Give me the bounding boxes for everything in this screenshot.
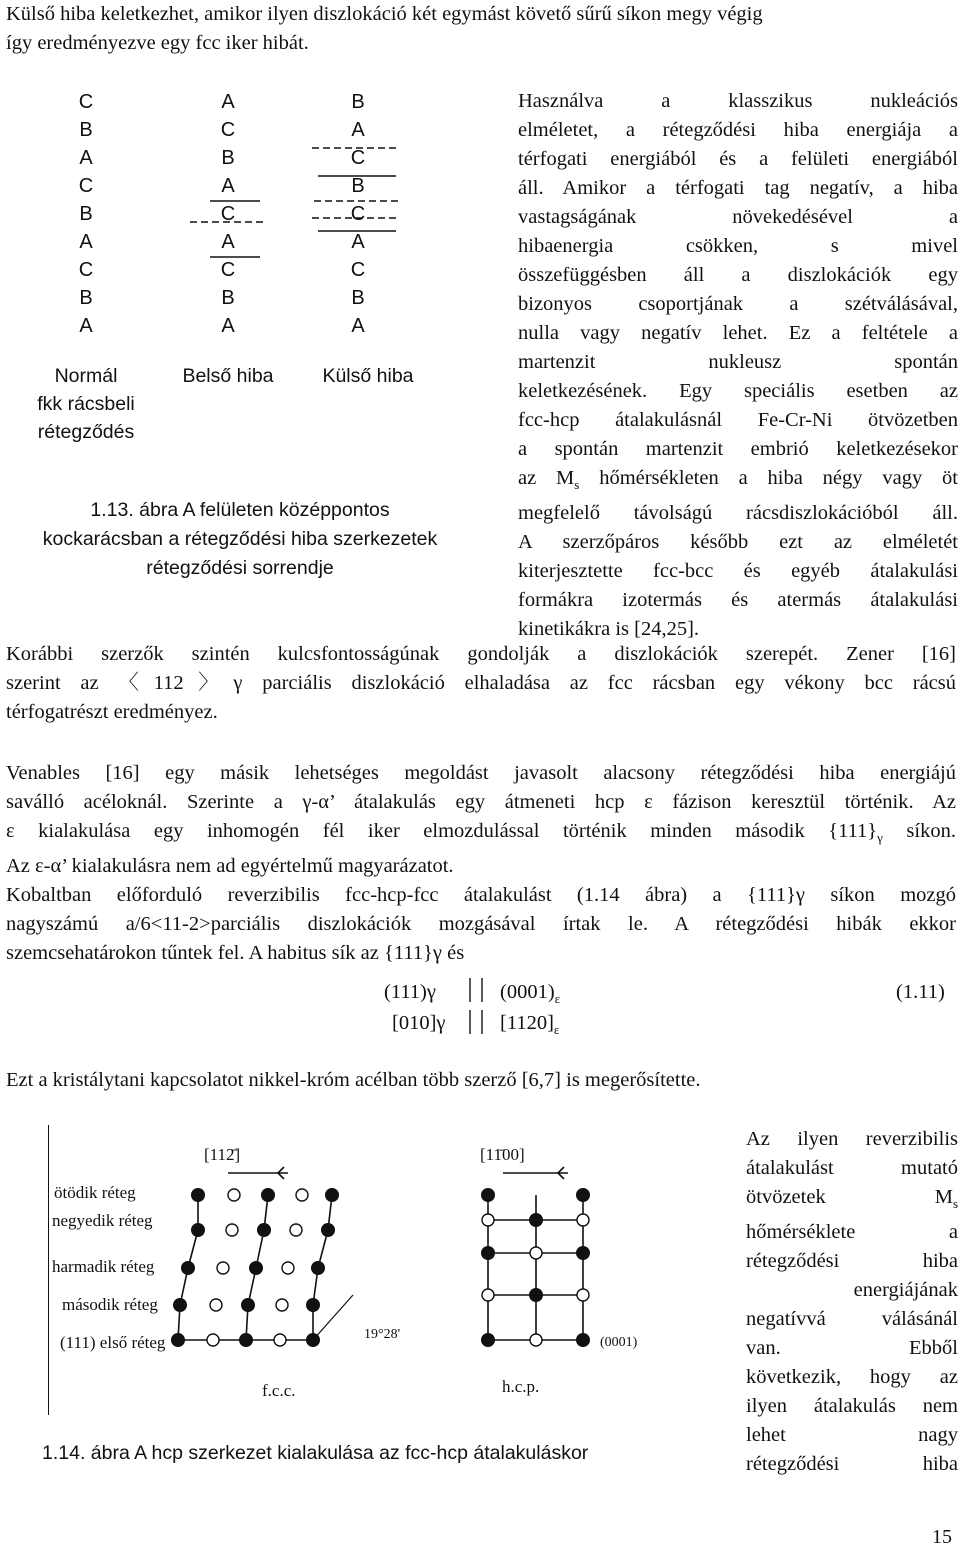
text-line: szemcsehatárokon tűntek fel. A habitus sík az {111}γ és	[6, 942, 465, 964]
label-normal-line: fkk rácsbeli	[37, 393, 135, 415]
text-line: A szerzőpáros később ezt az elméletét	[518, 531, 958, 554]
ms-rest: hőmérsékleten a hiba négy vagy öt	[579, 467, 958, 489]
text-line: lehet nagy	[746, 1424, 958, 1447]
layer-label: negyedik réteg	[52, 1211, 153, 1230]
right-paragraph	[518, 87, 958, 644]
layer-letter: C	[78, 175, 94, 197]
gamma-subscript: γ	[877, 830, 883, 846]
text-line: megfelelő távolságú rácsdiszlokációból áll.	[518, 502, 958, 525]
label-normal-line: Normál	[54, 365, 118, 387]
text-line-ms	[518, 464, 958, 499]
eq-row1-right	[500, 980, 560, 1011]
fcc-label: f.c.c.	[262, 1381, 296, 1400]
text-line: térfogati energiából és a felületi energiából	[518, 148, 958, 170]
text-span: ε kialakulása egy inhomogén fél iker elmozdulással történik minden második {111}	[6, 820, 878, 842]
text-line: a spontán martenzit embrió keletkezésekor	[518, 438, 958, 460]
layer-label: második réteg	[62, 1295, 158, 1314]
layer-letter: B	[351, 91, 365, 113]
text-line: saválló acéloknál. Szerinte a γ-α’ átalakulás egy átmeneti hcp ε fázison keresztül történik. Az	[6, 791, 956, 813]
text-line: Kobaltban előforduló reverzibilis fcc-hcp-fcc átalakulást (1.14 ábra) a {111}γ síkon mozgó	[6, 884, 956, 906]
figure-1-14-caption: 1.14. ábra A hcp szerkezet kialakulása az fcc-hcp átalakuláskor	[42, 1442, 589, 1464]
text-line: kinetikákra is [24,25].	[518, 618, 700, 641]
text-line: bizonyos csoportjának a szétválásával,	[518, 293, 958, 315]
text-line: áll. Amikor a térfogati tag negatív, a hiba	[518, 177, 958, 199]
text-line: martenzit nukleusz spontán	[518, 351, 958, 373]
layer-label: ötödik réteg	[54, 1183, 136, 1202]
layer-letter: B	[79, 203, 93, 225]
layer-letter: A	[221, 175, 235, 197]
layer-letter: A	[351, 315, 365, 337]
layer-letter: A	[79, 147, 93, 169]
direction-label-fcc: [112̄]	[204, 1145, 241, 1164]
text-line: Venables [16] egy másik lehetséges megoldást javasolt alacsony rétegződési hiba energiájú	[6, 762, 956, 784]
figure-1-14	[42, 1125, 708, 1475]
ms-subscript: s	[952, 1196, 958, 1212]
label-extrinsic-fault: Külső hiba	[322, 365, 414, 387]
eq-text: (0001)	[500, 981, 555, 1003]
layer-letter: C	[78, 91, 94, 113]
text-line: van. Ebből	[746, 1337, 958, 1360]
layer-letter: C	[220, 119, 236, 141]
layer-letter: B	[221, 287, 235, 309]
text-line: Az ilyen reverzibilis	[746, 1128, 958, 1150]
layer-letter: A	[351, 231, 365, 253]
fault-lines	[0, 0, 480, 420]
layer-letter: B	[351, 175, 365, 197]
text-line: rétegződési hiba	[746, 1250, 958, 1273]
layer-letter: B	[79, 287, 93, 309]
caption-line: kockarácsban a rétegződési hiba szerkezetek	[42, 528, 438, 550]
text-line: keletkezésének. Egy speciális esetben az	[518, 380, 958, 402]
text-line: fcc-hcp átalakulásnál Fe-Cr-Ni ötvözetben	[518, 409, 958, 431]
text-line: negatívvá válásánál	[746, 1308, 958, 1331]
ms-symbol: az M	[518, 467, 575, 489]
text-line: térfogatrészt eredményez.	[6, 701, 218, 723]
layer-letter: C	[350, 259, 366, 281]
text-line: nagyszámú a/6<11-2>parciális diszlokációk mozgásával írtak le. A rétegződési hibák ekkor	[6, 913, 956, 935]
eq-row2-left: [010]γ	[392, 1012, 446, 1034]
text-line: formákra izotermás és atermás átalakulási	[518, 589, 958, 612]
text-line: energiájának	[853, 1279, 958, 1302]
layer-label: (111) első réteg	[60, 1333, 166, 1352]
text-span: ötvözetek M	[746, 1186, 953, 1208]
eq-row2-right	[500, 1011, 559, 1042]
text-line: szerint az 〈112〉γ parciális diszlokáció elhaladása az fcc rácsban egy vékony bcc rácsú	[6, 672, 956, 694]
label-intrinsic-fault: Belső hiba	[182, 365, 274, 387]
angle-label: 19°28'	[364, 1327, 401, 1342]
eq-text: [1120]	[500, 1012, 554, 1034]
layer-letter: A	[79, 231, 93, 253]
layer-label: harmadik réteg	[52, 1257, 155, 1276]
layer-letter: A	[221, 315, 235, 337]
hcp-label: h.c.p.	[502, 1377, 540, 1396]
layer-letter: C	[220, 203, 236, 225]
text-line: Korábbi szerzők szintén kulcsfontosságúnak gondolják a diszlokációk szerepét. Zener [16]	[6, 643, 956, 665]
eq-row1-left: (111)γ	[384, 981, 436, 1003]
text-line-ms	[746, 1183, 958, 1218]
layer-letter: C	[220, 259, 236, 281]
plane-label: (0001)	[600, 1335, 638, 1350]
equation-number: (1.11)	[896, 981, 945, 1003]
layer-letter: B	[221, 147, 235, 169]
epsilon-subscript: ε	[554, 991, 561, 1007]
text-line: kiterjesztette fcc-bcc és egyéb átalakulási	[518, 560, 958, 583]
text-line: átalakulást mutató	[746, 1157, 958, 1179]
caption-line: rétegződési sorrendje	[146, 557, 334, 579]
layer-letter: C	[78, 259, 94, 281]
parallel-symbol	[462, 976, 492, 1038]
label-normal-line: rétegződés	[37, 421, 135, 443]
text-line: vastagságának növekedésével a	[518, 206, 958, 228]
epsilon-subscript: ε	[553, 1022, 560, 1038]
text-line: hőmérséklete a	[746, 1221, 958, 1244]
layer-letter: B	[79, 119, 93, 141]
paragraph-confirmation: Ezt a kristálytani kapcsolatot nikkel-króm acélban több szerző [6,7] is megerősítette.	[6, 1069, 701, 1091]
text-line: elméletet, a rétegződési hiba energiája a	[518, 119, 958, 141]
text-line: nulla vagy negatív lehet. Ez a feltétele a	[518, 322, 958, 344]
page-number: 15	[932, 1526, 952, 1548]
layer-letter: C	[350, 203, 366, 225]
text-line: Használva a klasszikus nukleációs	[518, 90, 958, 112]
layer-letter: B	[351, 287, 365, 309]
layer-letter: C	[350, 147, 366, 169]
caption-line: 1.13. ábra A felületen középpontos	[90, 499, 390, 521]
text-line: rétegződési hiba	[746, 1453, 958, 1476]
layer-letter: A	[79, 315, 93, 337]
layer-letter: A	[221, 91, 235, 113]
text-line: összefüggésben áll a diszlokációk egy	[518, 264, 958, 286]
direction-label-hcp: [11̄00]	[480, 1145, 525, 1164]
text-span: síkon.	[882, 820, 956, 842]
text-line-plane	[6, 817, 956, 852]
text-line: következik, hogy az	[746, 1366, 958, 1389]
ms-subscript: s	[574, 477, 580, 493]
layer-letter: A	[351, 119, 365, 141]
figure-1-13-caption	[0, 496, 480, 583]
intro-line-2: így eredményezve egy fcc iker hibát.	[6, 32, 309, 54]
label-normal	[16, 362, 156, 446]
intro-line-1: Külső hiba keletkezhet, amikor ilyen diszlokáció két egymást követő sűrű síkon megy végig	[6, 3, 763, 25]
text-line: ilyen átalakulás nem	[746, 1395, 958, 1418]
side-paragraph	[746, 1125, 958, 1479]
paragraph-venables	[6, 759, 956, 881]
text-line: hibaenergia csökken, s mivel	[518, 235, 958, 257]
layer-letter: A	[221, 231, 235, 253]
paragraph-zener	[6, 640, 956, 727]
paragraph-cobalt	[6, 881, 956, 968]
text-line: Az ε-α’ kialakulásra nem ad egyértelmű magyarázatot.	[6, 855, 454, 878]
